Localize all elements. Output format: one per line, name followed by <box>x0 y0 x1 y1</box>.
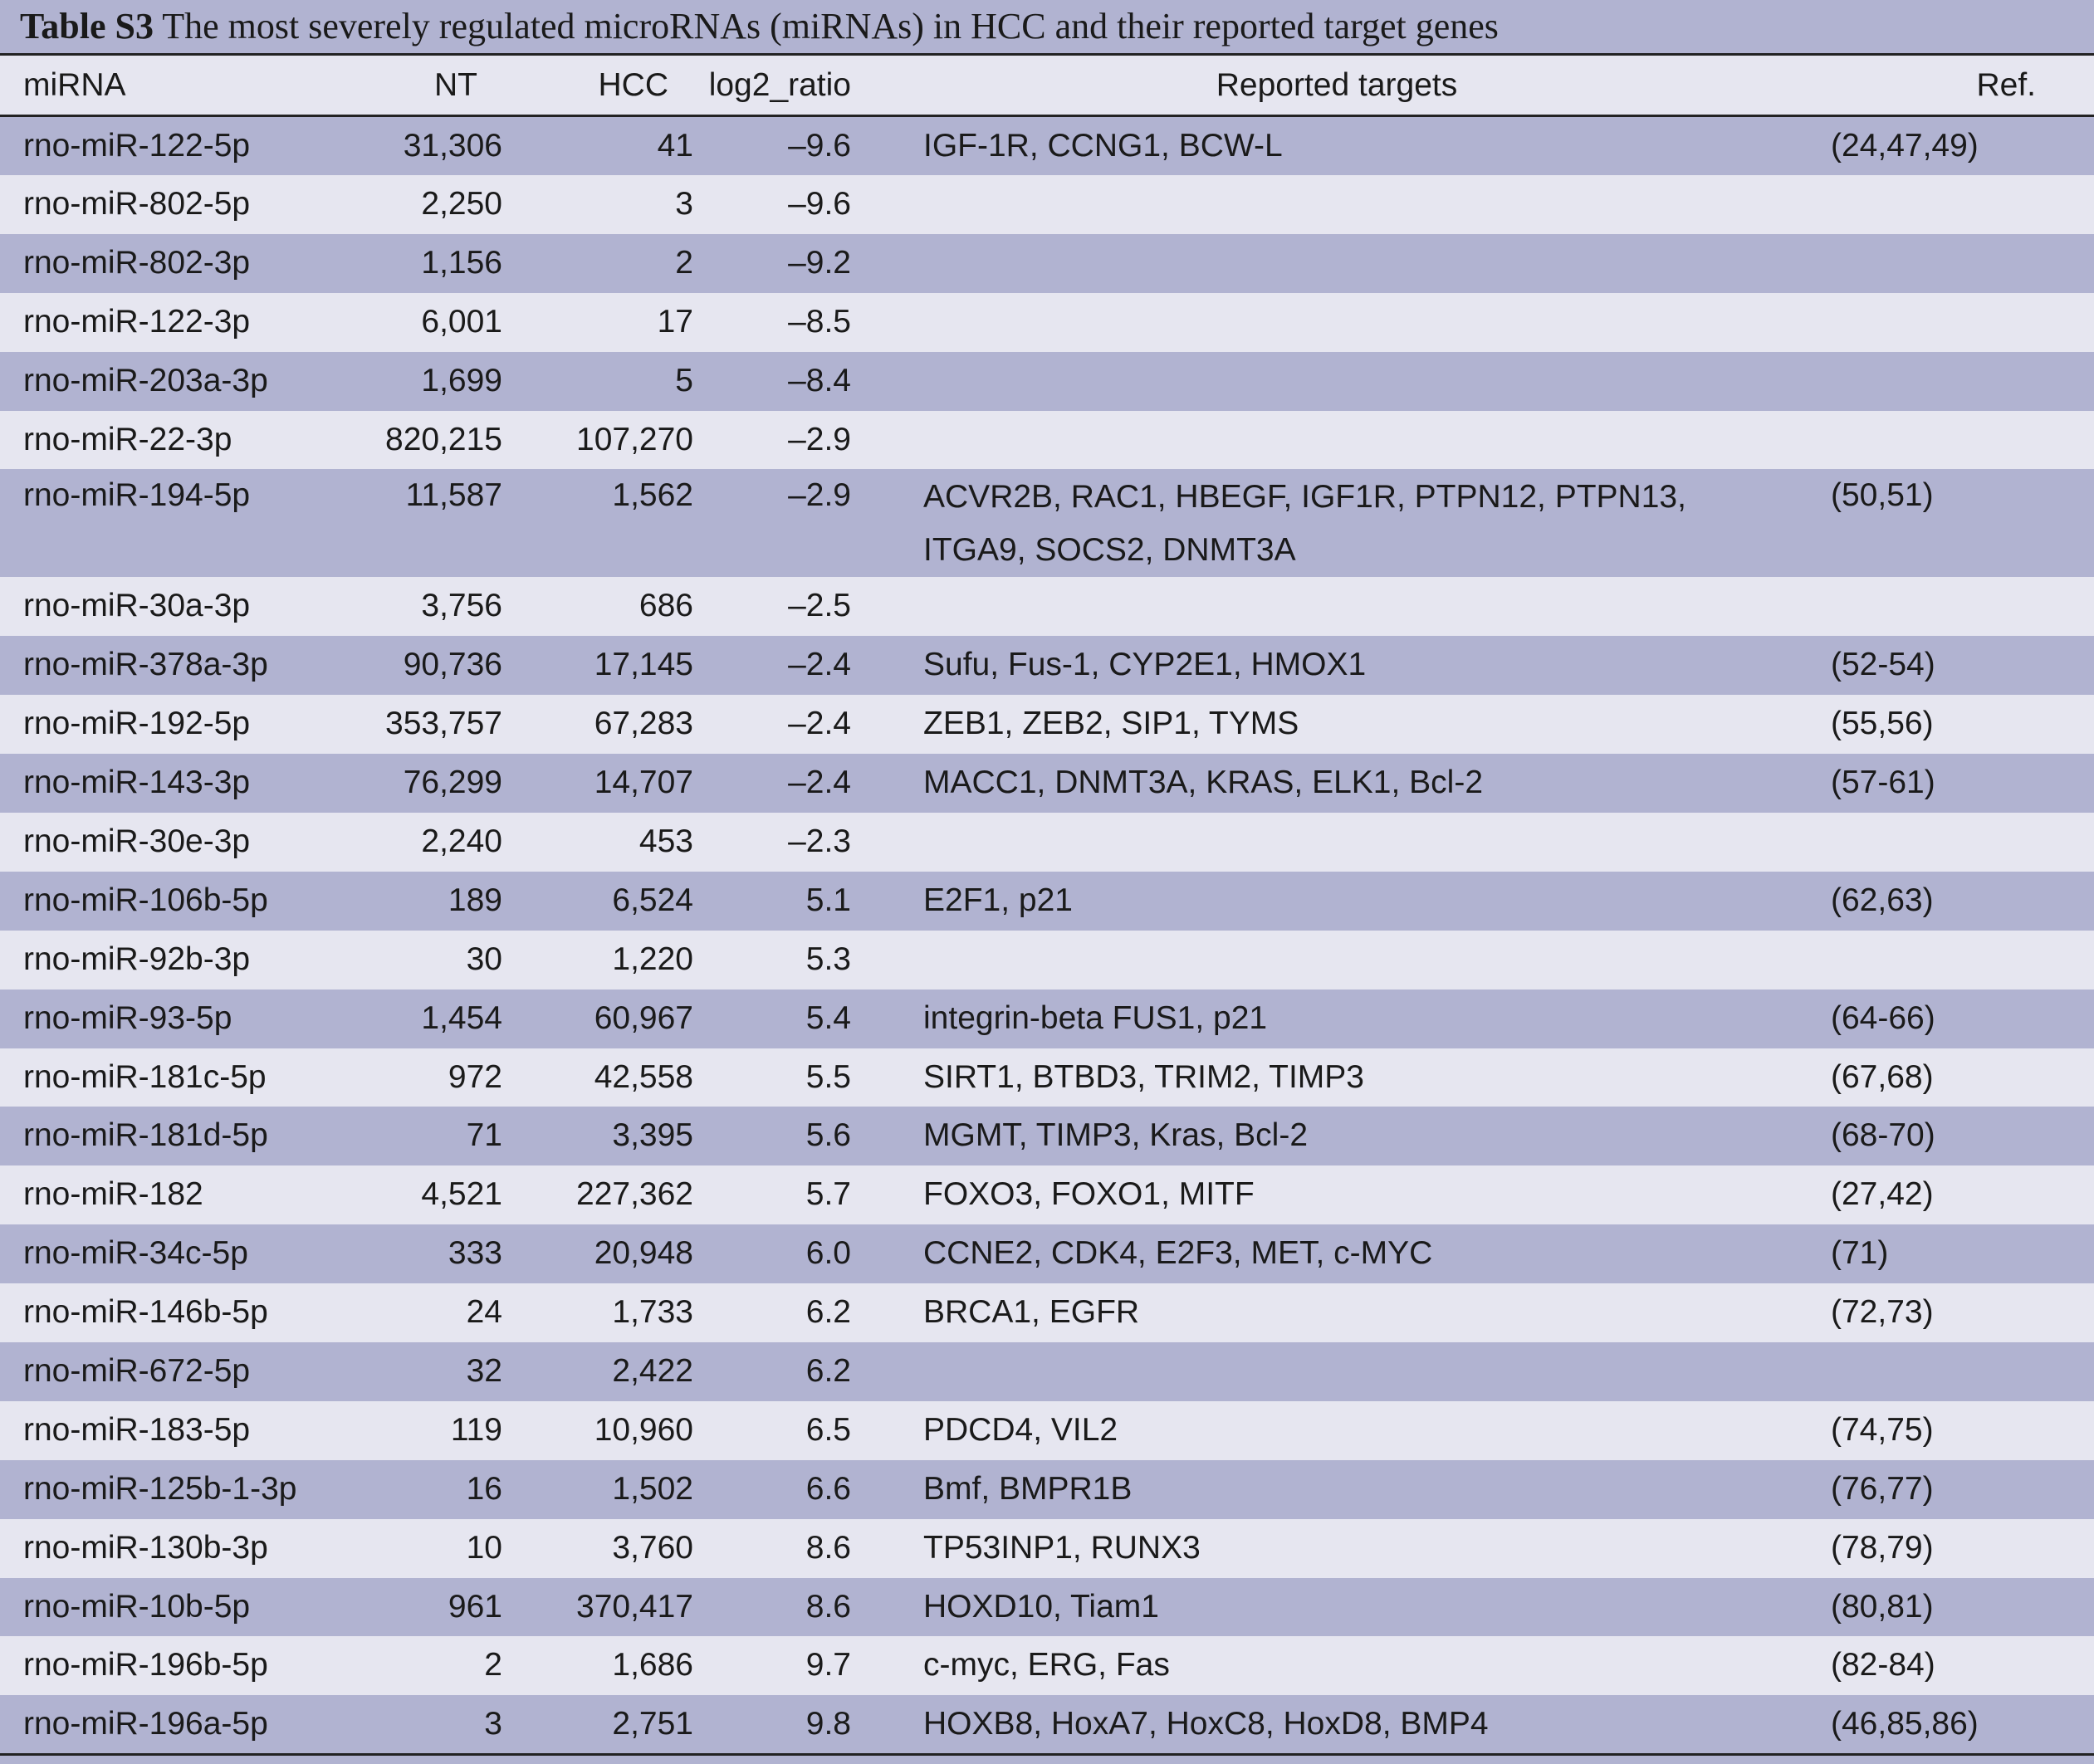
cell-hcc: 107,270 <box>576 421 693 457</box>
cell-hcc: 1,502 <box>612 1470 693 1507</box>
cell-mirna: rno-miR-203a-3p <box>23 362 268 398</box>
cell-hcc: 17,145 <box>594 647 693 683</box>
table-row <box>0 1695 2094 1755</box>
caption-label: Table S3 <box>20 6 154 46</box>
cell-ref <box>1822 1342 2094 1401</box>
cell-targets <box>851 293 1822 352</box>
cell-mirna: rno-miR-130b-3p <box>23 1529 268 1566</box>
cell-nt: 189 <box>448 882 502 918</box>
cell-nt: 972 <box>448 1058 502 1095</box>
cell-hcc: 1,562 <box>612 477 693 514</box>
cell-nt: 76,299 <box>403 765 502 801</box>
cell-targets: TP53INP1, RUNX3 <box>923 1529 1201 1566</box>
cell-mirna: rno-miR-146b-5p <box>23 1294 268 1331</box>
table-row <box>0 1636 2094 1695</box>
cell-nt: 16 <box>466 1470 502 1507</box>
table-row <box>0 695 2094 754</box>
header-nt: NT <box>434 66 477 103</box>
caption-text: The most severely regulated microRNAs (miRNAs) in HCC and their reported target genes <box>154 6 1499 46</box>
header-ref: Ref. <box>1976 66 2036 103</box>
cell-hcc: 227,362 <box>576 1176 693 1213</box>
cell-ref <box>1822 234 2094 293</box>
table-body <box>0 116 2094 1755</box>
cell-nt: 3 <box>484 1706 502 1742</box>
cell-ref: (55,56) <box>1831 706 1934 742</box>
cell-nt: 2,240 <box>421 823 502 860</box>
cell-nt: 1,454 <box>421 999 502 1036</box>
cell-nt: 119 <box>450 1411 502 1448</box>
cell-mirna: rno-miR-196b-5p <box>23 1647 268 1683</box>
cell-ref <box>1822 293 2094 352</box>
cell-ref: (46,85,86) <box>1831 1706 1979 1742</box>
cell-targets: integrin-beta FUS1, p21 <box>923 999 1268 1036</box>
cell-ref: (62,63) <box>1831 882 1934 918</box>
cell-targets: MGMT, TIMP3, Kras, Bcl-2 <box>923 1117 1309 1154</box>
cell-mirna: rno-miR-802-3p <box>23 244 251 281</box>
table-caption <box>0 0 2094 53</box>
cell-hcc: 60,967 <box>594 999 693 1036</box>
table-row <box>0 1519 2094 1578</box>
cell-ref: (64-66) <box>1831 999 1935 1036</box>
cell-ratio: –2.4 <box>788 647 851 683</box>
cell-targets <box>851 352 1822 411</box>
cell-nt: 4,521 <box>421 1176 502 1213</box>
table-row <box>0 931 2094 990</box>
cell-ref: (57-61) <box>1831 765 1935 801</box>
table-row <box>0 469 2094 577</box>
cell-targets: E2F1, p21 <box>923 882 1073 918</box>
cell-nt: 333 <box>448 1235 502 1272</box>
cell-ref <box>1822 813 2094 872</box>
cell-targets: c-myc, ERG, Fas <box>923 1647 1170 1683</box>
cell-ratio: 5.7 <box>805 1176 851 1213</box>
cell-ratio: –2.9 <box>788 421 851 457</box>
cell-mirna: rno-miR-92b-3p <box>23 941 251 977</box>
cell-targets: SIRT1, BTBD3, TRIM2, TIMP3 <box>923 1058 1364 1095</box>
cell-ref <box>1822 931 2094 990</box>
table-row <box>0 1165 2094 1224</box>
cell-ratio: 5.6 <box>805 1117 851 1154</box>
cell-hcc: 1,733 <box>612 1294 693 1331</box>
cell-mirna: rno-miR-106b-5p <box>23 882 268 918</box>
table-row <box>0 1460 2094 1519</box>
table-row <box>0 1401 2094 1460</box>
cell-ref <box>1822 411 2094 470</box>
cell-ref: (67,68) <box>1831 1058 1934 1095</box>
cell-nt: 71 <box>466 1117 502 1154</box>
cell-nt: 90,736 <box>403 647 502 683</box>
cell-targets <box>851 931 1822 990</box>
cell-ref <box>1822 352 2094 411</box>
cell-targets <box>851 175 1822 234</box>
cell-mirna: rno-miR-30e-3p <box>23 823 251 860</box>
table-row <box>0 577 2094 636</box>
cell-ratio: –2.4 <box>788 706 851 742</box>
cell-targets <box>851 577 1822 636</box>
cell-hcc: 3,395 <box>612 1117 693 1154</box>
table-row <box>0 1048 2094 1107</box>
cell-nt: 6,001 <box>421 303 502 340</box>
cell-targets <box>851 234 1822 293</box>
table-row <box>0 872 2094 931</box>
cell-ratio: 5.1 <box>805 882 851 918</box>
cell-hcc: 1,686 <box>612 1647 693 1683</box>
cell-hcc: 20,948 <box>594 1235 693 1272</box>
table-row <box>0 636 2094 695</box>
cell-hcc: 14,707 <box>594 765 693 801</box>
cell-targets <box>851 813 1822 872</box>
cell-ratio: –2.9 <box>788 477 851 514</box>
table-row <box>0 990 2094 1048</box>
cell-ratio: 5.3 <box>805 941 851 977</box>
table-row <box>0 234 2094 293</box>
cell-mirna: rno-miR-122-3p <box>23 303 251 340</box>
table-row <box>0 411 2094 470</box>
cell-nt: 353,757 <box>385 706 502 742</box>
header-hcc: HCC <box>598 66 668 103</box>
cell-hcc: 67,283 <box>594 706 693 742</box>
cell-mirna: rno-miR-196a-5p <box>23 1706 268 1742</box>
cell-mirna: rno-miR-182 <box>23 1176 203 1213</box>
cell-targets: CCNE2, CDK4, E2F3, MET, c-MYC <box>923 1235 1433 1272</box>
cell-ratio: 6.0 <box>805 1235 851 1272</box>
cell-ratio: –2.3 <box>788 823 851 860</box>
cell-ratio: 6.2 <box>805 1294 851 1331</box>
cell-mirna: rno-miR-125b-1-3p <box>23 1470 297 1507</box>
cell-mirna: rno-miR-802-5p <box>23 186 251 222</box>
cell-nt: 1,156 <box>421 244 502 281</box>
cell-ratio: 5.4 <box>805 999 851 1036</box>
cell-ref: (50,51) <box>1831 477 1934 514</box>
cell-targets: Bmf, BMPR1B <box>923 1470 1133 1507</box>
cell-targets: IGF-1R, CCNG1, BCW-L <box>923 128 1283 164</box>
cell-targets: ACVR2B, RAC1, HBEGF, IGF1R, PTPN12, PTPN13, ITGA9, SOCS2, DNMT3A <box>923 479 1686 569</box>
cell-nt: 820,215 <box>385 421 502 457</box>
cell-mirna: rno-miR-22-3p <box>23 421 232 457</box>
cell-mirna: rno-miR-93-5p <box>23 999 232 1036</box>
cell-targets <box>851 411 1822 470</box>
table-header <box>0 55 2094 116</box>
cell-mirna: rno-miR-672-5p <box>23 1353 251 1390</box>
cell-targets: MACC1, DNMT3A, KRAS, ELK1, Bcl-2 <box>923 765 1484 801</box>
cell-mirna: rno-miR-181d-5p <box>23 1117 268 1154</box>
cell-targets: ZEB1, ZEB2, SIP1, TYMS <box>923 706 1299 742</box>
cell-ref: (74,75) <box>1831 1411 1934 1448</box>
cell-hcc: 3,760 <box>612 1529 693 1566</box>
cell-hcc: 10,960 <box>594 1411 693 1448</box>
cell-hcc: 453 <box>638 823 693 860</box>
cell-mirna: rno-miR-192-5p <box>23 706 251 742</box>
cell-targets: FOXO3, FOXO1, MITF <box>923 1176 1255 1213</box>
cell-ratio: 9.7 <box>805 1647 851 1683</box>
cell-ref: (68-70) <box>1831 1117 1935 1154</box>
cell-nt: 2 <box>484 1647 502 1683</box>
cell-nt: 24 <box>466 1294 502 1331</box>
table-row <box>0 1224 2094 1283</box>
cell-mirna: rno-miR-10b-5p <box>23 1588 251 1625</box>
cell-nt: 32 <box>466 1353 502 1390</box>
cell-hcc: 17 <box>657 303 693 340</box>
cell-nt: 1,699 <box>421 362 502 398</box>
cell-ref <box>1822 175 2094 234</box>
cell-hcc: 42,558 <box>594 1058 693 1095</box>
cell-mirna: rno-miR-122-5p <box>23 128 251 164</box>
cell-nt: 3,756 <box>421 588 502 624</box>
cell-hcc: 686 <box>638 588 693 624</box>
cell-targets: HOXD10, Tiam1 <box>923 1588 1159 1625</box>
cell-nt: 2,250 <box>421 186 502 222</box>
cell-nt: 31,306 <box>403 128 502 164</box>
cell-ref: (72,73) <box>1831 1294 1934 1331</box>
cell-ratio: 8.6 <box>805 1529 851 1566</box>
cell-hcc: 2,751 <box>612 1706 693 1742</box>
cell-ref: (71) <box>1831 1235 1889 1272</box>
cell-mirna: rno-miR-378a-3p <box>23 647 268 683</box>
cell-mirna: rno-miR-30a-3p <box>23 588 251 624</box>
header-ratio: log2_ratio <box>708 66 851 103</box>
table-row <box>0 1107 2094 1165</box>
cell-ratio: 6.2 <box>805 1353 851 1390</box>
cell-ref: (78,79) <box>1831 1529 1934 1566</box>
cell-targets: HOXB8, HoxA7, HoxC8, HoxD8, BMP4 <box>923 1706 1489 1742</box>
cell-ratio: –2.4 <box>788 765 851 801</box>
cell-nt: 10 <box>466 1529 502 1566</box>
cell-ratio: 6.5 <box>805 1411 851 1448</box>
cell-ratio: –9.6 <box>788 128 851 164</box>
cell-hcc: 41 <box>657 128 693 164</box>
header-mirna: miRNA <box>23 66 126 103</box>
cell-targets <box>851 1342 1822 1401</box>
table-row <box>0 754 2094 813</box>
cell-nt: 30 <box>466 941 502 977</box>
table-row <box>0 813 2094 872</box>
cell-nt: 11,587 <box>405 477 502 514</box>
cell-targets: BRCA1, EGFR <box>923 1294 1140 1331</box>
cell-ref: (80,81) <box>1831 1588 1934 1625</box>
cell-ratio: –8.5 <box>788 303 851 340</box>
table-row <box>0 1283 2094 1342</box>
cell-ref <box>1822 577 2094 636</box>
table-row <box>0 116 2094 176</box>
cell-ratio: 5.5 <box>805 1058 851 1095</box>
cell-mirna: rno-miR-194-5p <box>23 477 251 514</box>
cell-mirna: rno-miR-181c-5p <box>23 1058 267 1095</box>
cell-targets: PDCD4, VIL2 <box>923 1411 1118 1448</box>
cell-hcc: 5 <box>675 362 693 398</box>
cell-ratio: 6.6 <box>805 1470 851 1507</box>
cell-mirna: rno-miR-143-3p <box>23 765 251 801</box>
cell-hcc: 370,417 <box>576 1588 693 1625</box>
table-row <box>0 352 2094 411</box>
cell-hcc: 2 <box>675 244 693 281</box>
header-row <box>0 55 2094 116</box>
cell-ratio: –8.4 <box>788 362 851 398</box>
cell-targets: Sufu, Fus-1, CYP2E1, HMOX1 <box>923 647 1367 683</box>
cell-hcc: 1,220 <box>612 941 693 977</box>
cell-ratio: 8.6 <box>805 1588 851 1625</box>
cell-ref: (52-54) <box>1831 647 1935 683</box>
cell-hcc: 6,524 <box>612 882 693 918</box>
cell-hcc: 2,422 <box>612 1353 693 1390</box>
header-targets: Reported targets <box>1216 66 1458 103</box>
cell-hcc: 3 <box>675 186 693 222</box>
cell-ref: (76,77) <box>1831 1470 1934 1507</box>
cell-mirna: rno-miR-183-5p <box>23 1411 251 1448</box>
mirna-table <box>0 53 2094 1756</box>
cell-ratio: –9.6 <box>788 186 851 222</box>
table-row <box>0 293 2094 352</box>
cell-ratio: –2.5 <box>788 588 851 624</box>
cell-ref: (27,42) <box>1831 1176 1934 1213</box>
cell-ref: (24,47,49) <box>1831 128 1979 164</box>
table-row <box>0 1342 2094 1401</box>
cell-ref: (82-84) <box>1831 1647 1935 1683</box>
cell-nt: 961 <box>448 1588 502 1625</box>
table-row <box>0 175 2094 234</box>
table-row <box>0 1578 2094 1637</box>
cell-ratio: 9.8 <box>805 1706 851 1742</box>
cell-mirna: rno-miR-34c-5p <box>23 1235 248 1272</box>
cell-ratio: –9.2 <box>788 244 851 281</box>
